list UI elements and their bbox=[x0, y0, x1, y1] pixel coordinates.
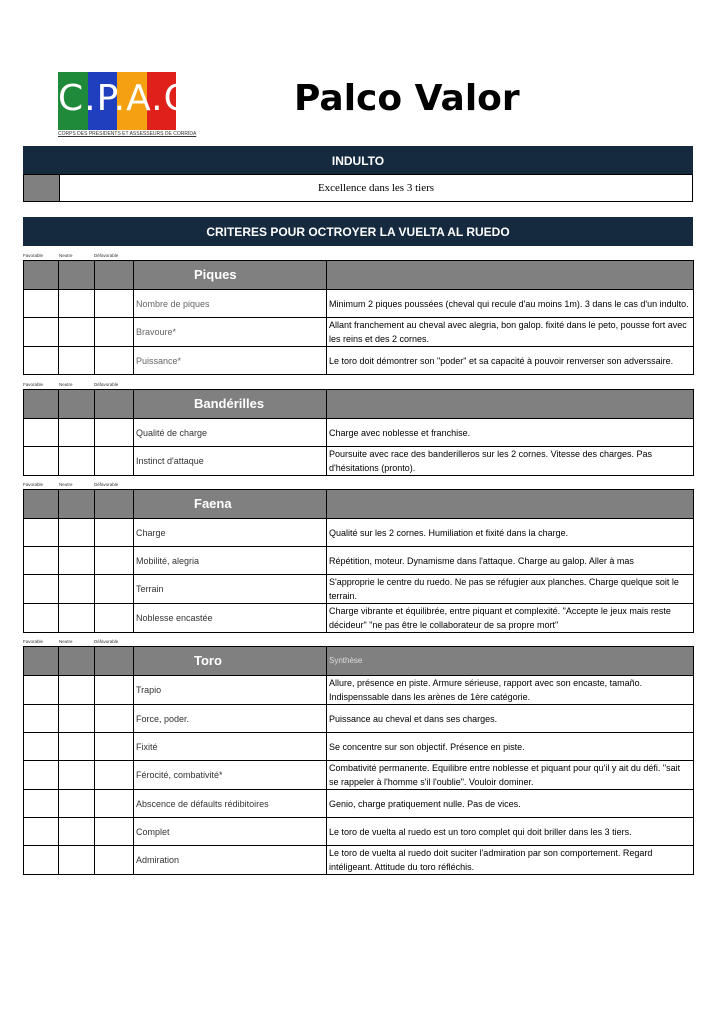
description: Genio, charge pratiquement nulle. Pas de vices. bbox=[327, 790, 694, 818]
defavorable-cell[interactable] bbox=[95, 447, 134, 476]
table-row bbox=[24, 604, 694, 633]
rating-legend bbox=[23, 482, 693, 489]
neutre-cell[interactable] bbox=[59, 733, 95, 761]
table-row bbox=[24, 347, 694, 375]
table-row bbox=[24, 818, 694, 846]
criterion: Fixité bbox=[134, 733, 327, 761]
legend-defavorable: Défavorable bbox=[94, 253, 119, 258]
criterion: Trapio bbox=[134, 676, 327, 705]
neutre-cell[interactable] bbox=[59, 318, 95, 347]
description: Se concentre sur son objectif. Présence en piste. bbox=[327, 733, 694, 761]
legend-neutre: Neutre bbox=[59, 639, 73, 644]
favorable-cell[interactable] bbox=[24, 575, 59, 604]
criterion: Charge bbox=[134, 519, 327, 547]
section-synthese bbox=[327, 490, 694, 519]
neutre-cell[interactable] bbox=[59, 519, 95, 547]
page-title: Palco Valor bbox=[294, 78, 520, 119]
criterion: Admiration bbox=[134, 846, 327, 875]
defavorable-cell[interactable] bbox=[95, 419, 134, 447]
table-row bbox=[24, 290, 694, 318]
legend-defavorable: Défavorable bbox=[94, 639, 119, 644]
section-synthese bbox=[327, 261, 694, 290]
favorable-cell[interactable] bbox=[24, 419, 59, 447]
legend-favorable: Favorable bbox=[23, 639, 44, 644]
neutre-cell[interactable] bbox=[59, 705, 95, 733]
rating-legend bbox=[23, 253, 693, 260]
favorable-cell[interactable] bbox=[24, 676, 59, 705]
description: Le toro de vuelta al ruedo est un toro complet qui doit briller dans les 3 tiers. bbox=[327, 818, 694, 846]
table-row bbox=[24, 761, 694, 790]
defavorable-cell[interactable] bbox=[95, 761, 134, 790]
indulto-row bbox=[23, 174, 693, 202]
description: Poursuite avec race des banderilleros sur les 2 cornes. Vitesse des charges. Pas d'hésitations (pronto). bbox=[327, 447, 694, 476]
table-row bbox=[24, 419, 694, 447]
defavorable-cell[interactable] bbox=[95, 547, 134, 575]
criterion: Noblesse encastée bbox=[134, 604, 327, 633]
table-row bbox=[24, 846, 694, 875]
neutre-cell[interactable] bbox=[59, 347, 95, 375]
criteria-heading: CRITERES POUR OCTROYER LA VUELTA AL RUEDO bbox=[23, 217, 693, 246]
defavorable-cell[interactable] bbox=[95, 575, 134, 604]
neutre-cell[interactable] bbox=[59, 676, 95, 705]
favorable-cell[interactable] bbox=[24, 447, 59, 476]
section-name: Bandérilles bbox=[134, 390, 327, 419]
indulto-heading: INDULTO bbox=[23, 146, 693, 175]
description: Puissance au cheval et dans ses charges. bbox=[327, 705, 694, 733]
section-name: Piques bbox=[134, 261, 327, 290]
table-row bbox=[24, 575, 694, 604]
description: Le toro de vuelta al ruedo doit suciter l'admiration par son comportement. Regard intéligeant. Attitude du toro réfléchis. bbox=[327, 846, 694, 875]
neutre-cell[interactable] bbox=[59, 575, 95, 604]
section-header bbox=[24, 490, 694, 519]
description: Allant franchement au cheval avec alegria, bon galop. fixité dans le peto, pousse fort avec les reins et des 2 cornes. bbox=[327, 318, 694, 347]
criterion: Abscence de défaults rédibitoires bbox=[134, 790, 327, 818]
criterion: Terrain bbox=[134, 575, 327, 604]
legend-favorable: Favorable bbox=[23, 482, 44, 487]
description: Allure, présence en piste. Armure sérieuse, rapport avec son encaste, tamaño. Indispenssable dans les arènes de 1ère catégorie. bbox=[327, 676, 694, 705]
criteria-table bbox=[23, 260, 694, 375]
section-1 bbox=[23, 382, 693, 476]
neutre-cell[interactable] bbox=[59, 447, 95, 476]
description: Charge avec noblesse et franchise. bbox=[327, 419, 694, 447]
criteria-table bbox=[23, 646, 694, 875]
favorable-cell[interactable] bbox=[24, 604, 59, 633]
section-synthese: Synthèse bbox=[327, 647, 694, 676]
section-0 bbox=[23, 253, 693, 375]
defavorable-cell[interactable] bbox=[95, 818, 134, 846]
favorable-cell[interactable] bbox=[24, 318, 59, 347]
section-3 bbox=[23, 639, 693, 875]
favorable-cell[interactable] bbox=[24, 547, 59, 575]
logo-letters: C.P.A.C. bbox=[58, 78, 203, 119]
defavorable-cell[interactable] bbox=[95, 318, 134, 347]
description: S'approprie le centre du ruedo. Ne pas se réfugier aux planches. Charge quelque soit le terrain. bbox=[327, 575, 694, 604]
section-header bbox=[24, 390, 694, 419]
favorable-cell[interactable] bbox=[24, 290, 59, 318]
legend-defavorable: Défavorable bbox=[94, 382, 119, 387]
neutre-cell[interactable] bbox=[59, 419, 95, 447]
table-row bbox=[24, 733, 694, 761]
rating-legend bbox=[23, 382, 693, 389]
description: Minimum 2 piques poussées (cheval qui recule d'au moins 1m). 3 dans le cas d'un indulto. bbox=[327, 290, 694, 318]
description: Charge vibrante et équilibrée, entre piquant et complexité. "Accepte le jeux mais reste décideur" "ne pas être le collaborateur de sa propre mort" bbox=[327, 604, 694, 633]
defavorable-cell[interactable] bbox=[95, 347, 134, 375]
table-row bbox=[24, 519, 694, 547]
table-row bbox=[24, 790, 694, 818]
indulto-text: Excellence dans les 3 tiers bbox=[317, 182, 435, 194]
section-2 bbox=[23, 482, 693, 633]
criterion: Puissance* bbox=[134, 347, 327, 375]
legend-neutre: Neutre bbox=[59, 482, 73, 487]
favorable-cell[interactable] bbox=[24, 705, 59, 733]
favorable-cell[interactable] bbox=[24, 846, 59, 875]
legend-neutre: Neutre bbox=[59, 382, 73, 387]
description: Répétition, moteur. Dynamisme dans l'attaque. Charge au galop. Aller à mas bbox=[327, 547, 694, 575]
indulto-checkbox-cell[interactable] bbox=[24, 175, 60, 201]
table-row bbox=[24, 547, 694, 575]
neutre-cell[interactable] bbox=[59, 547, 95, 575]
criterion: Bravoure* bbox=[134, 318, 327, 347]
defavorable-cell[interactable] bbox=[95, 733, 134, 761]
defavorable-cell[interactable] bbox=[95, 519, 134, 547]
defavorable-cell[interactable] bbox=[95, 290, 134, 318]
legend-favorable: Favorable bbox=[23, 253, 44, 258]
defavorable-cell[interactable] bbox=[95, 790, 134, 818]
table-row bbox=[24, 318, 694, 347]
criteria-table bbox=[23, 489, 694, 633]
criterion: Force, poder. bbox=[134, 705, 327, 733]
favorable-cell[interactable] bbox=[24, 347, 59, 375]
section-header bbox=[24, 261, 694, 290]
rating-legend bbox=[23, 639, 693, 646]
table-row bbox=[24, 705, 694, 733]
criteria-table bbox=[23, 389, 694, 476]
description: Qualité sur les 2 cornes. Humiliation et fixité dans la charge. bbox=[327, 519, 694, 547]
criterion: Complet bbox=[134, 818, 327, 846]
description: Combativité permanente. Equilibre entre noblesse et piquant pour qu'il y ait du défi. "sait se rappeler à l'homme s'il l'oublie". Vouloir dominer. bbox=[327, 761, 694, 790]
criterion: Nombre de piques bbox=[134, 290, 327, 318]
legend-favorable: Favorable bbox=[23, 382, 44, 387]
favorable-cell[interactable] bbox=[24, 519, 59, 547]
legend-neutre: Neutre bbox=[59, 253, 73, 258]
defavorable-cell[interactable] bbox=[95, 705, 134, 733]
neutre-cell[interactable] bbox=[59, 818, 95, 846]
neutre-cell[interactable] bbox=[59, 604, 95, 633]
favorable-cell[interactable] bbox=[24, 761, 59, 790]
defavorable-cell[interactable] bbox=[95, 676, 134, 705]
criterion: Férocité, combativité* bbox=[134, 761, 327, 790]
legend-defavorable: Défavorable bbox=[94, 482, 119, 487]
neutre-cell[interactable] bbox=[59, 290, 95, 318]
cpac-logo bbox=[58, 72, 203, 138]
table-row bbox=[24, 676, 694, 705]
criterion: Mobilité, alegria bbox=[134, 547, 327, 575]
favorable-cell[interactable] bbox=[24, 818, 59, 846]
criterion: Qualité de charge bbox=[134, 419, 327, 447]
neutre-cell[interactable] bbox=[59, 761, 95, 790]
table-row bbox=[24, 447, 694, 476]
logo-subtitle: CORPS DES PRÉSIDENTS ET ASSESSEURS DE CORRIDA bbox=[58, 131, 197, 137]
defavorable-cell[interactable] bbox=[95, 604, 134, 633]
neutre-cell[interactable] bbox=[59, 846, 95, 875]
criterion: Instinct d'attaque bbox=[134, 447, 327, 476]
favorable-cell[interactable] bbox=[24, 733, 59, 761]
favorable-cell[interactable] bbox=[24, 790, 59, 818]
defavorable-cell[interactable] bbox=[95, 846, 134, 875]
section-name: Toro bbox=[134, 647, 327, 676]
neutre-cell[interactable] bbox=[59, 790, 95, 818]
description: Le toro doit démontrer son "poder" et sa capacité à pouvoir renverser son adverssaire. bbox=[327, 347, 694, 375]
section-name: Faena bbox=[134, 490, 327, 519]
section-synthese bbox=[327, 390, 694, 419]
section-header bbox=[24, 647, 694, 676]
